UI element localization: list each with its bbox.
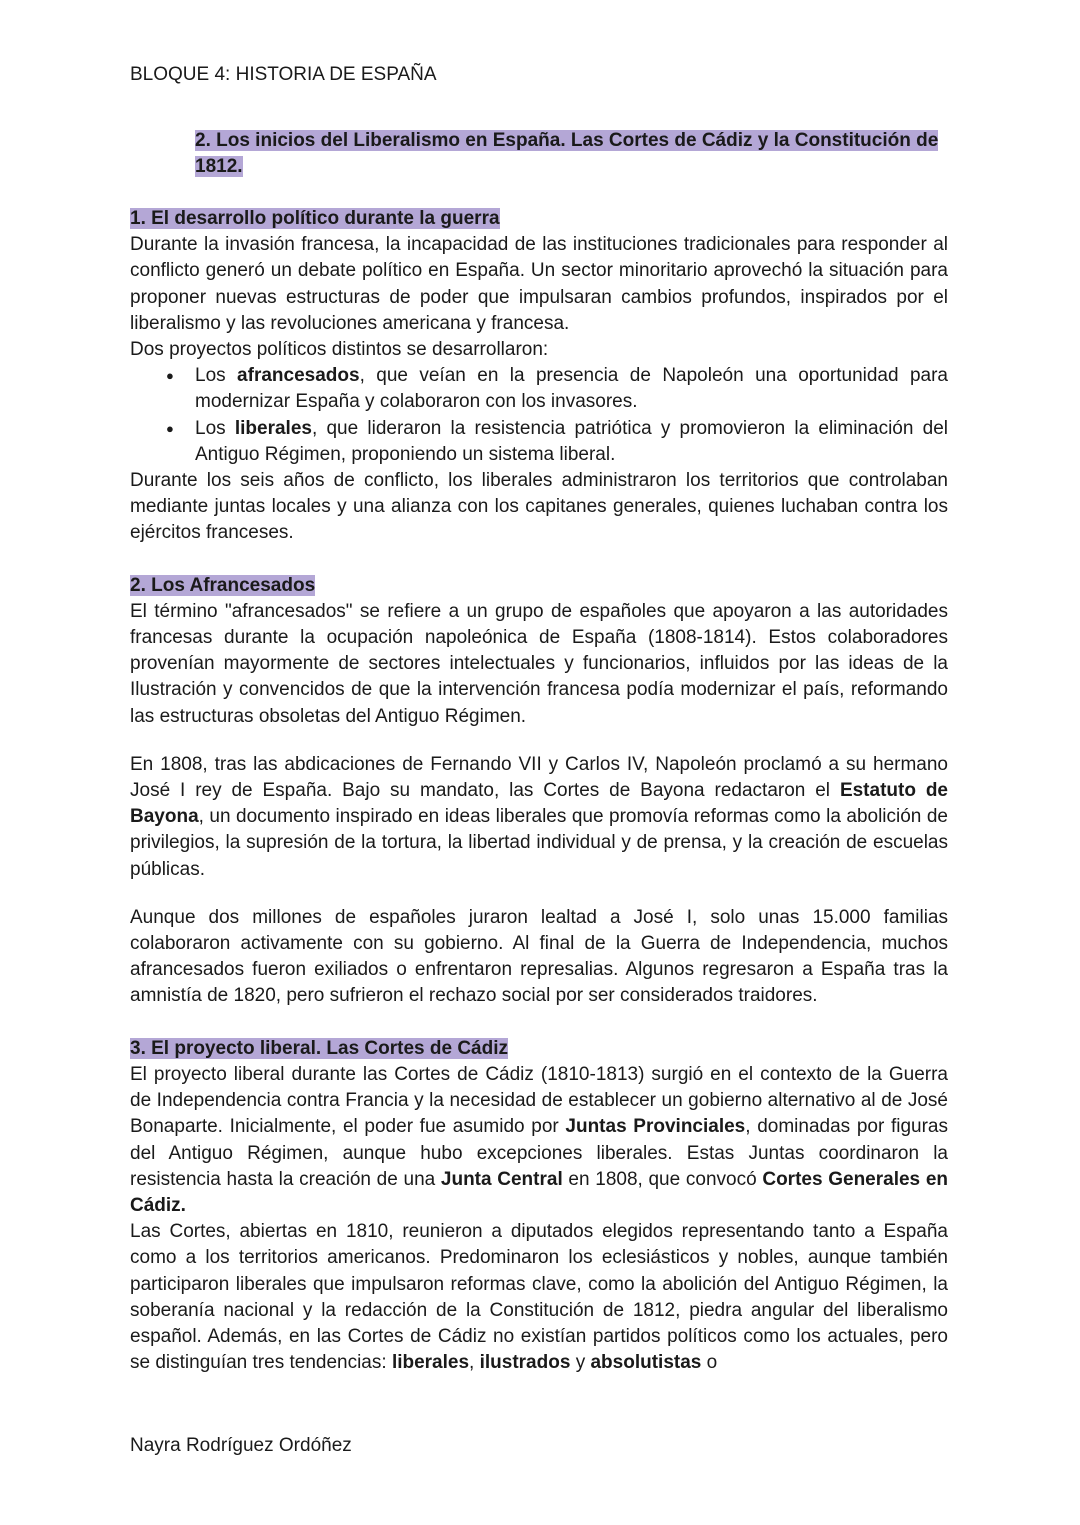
document-body (130, 128, 948, 1376)
section-1-heading: 1. El desarrollo político durante la guerra (130, 208, 500, 229)
section-1-paragraph-1: Durante la invasión francesa, la incapacidad de las instituciones tradicionales para responder al conflicto generó un debate político en España. Un sector minoritario aprovechó la situación para proponer nuevas estructuras de poder que impulsaran cambios profundos, inspirados por el liberalismo y las revoluciones americana y francesa. (130, 234, 948, 334)
list-item-liberales: ● Los liberales, que lideraron la resistencia patriótica y promovieron la eliminación del Antiguo Régimen, proponiendo un sistema liberal. (130, 416, 948, 468)
section-3-heading: 3. El proyecto liberal. Las Cortes de Cádiz (130, 1037, 509, 1059)
page-footer-author: Nayra Rodríguez Ordóñez (130, 1435, 352, 1456)
list-item-afrancesados: ● Los afrancesados, que veían en la presencia de Napoleón una oportunidad para modernizar España y colaboraron con los invasores. (130, 363, 948, 415)
section-2-paragraph-3: Aunque dos millones de españoles juraron lealtad a José I, solo unas 15.000 familias colaboraron activamente con su gobierno. Al final de la Guerra de Independencia, muchos afrancesados fueron exiliados o enfrentaron represalias. Algunos regresaron a España tras la amnistía de 1820, pero sufrieron el rechazo social por ser considerados traidores. (130, 906, 948, 1007)
section-3-paragraph-1: El proyecto liberal durante las Cortes de Cádiz (1810-1813) surgió en el contexto de la Guerra de Independencia contra Francia y la necesidad de establecer un gobierno alternativo al de José Bonaparte. Inicialmente, el poder fue asumido por Juntas Provinciales, dominadas por figuras del Antiguo Régimen, aunque hubo excepciones liberales. Estas Juntas coordinaron la resistencia hasta la creación de una Junta Central en 1808, que convocó Cortes Generales en Cádiz. (130, 1063, 948, 1216)
section-1-paragraph-2: Dos proyectos políticos distintos se desarrollaron: (130, 339, 549, 361)
document-title: 2. Los inicios del Liberalismo en España. Las Cortes de Cádiz y la Constitución de 1812. (195, 130, 939, 177)
page-header: BLOQUE 4: HISTORIA DE ESPAÑA (130, 64, 437, 85)
section-2-paragraph-1: El término "afrancesados" se refiere a un grupo de españoles que apoyaron a las autoridades francesas durante la ocupación napoleónica de España (1808-1814). Estos colaboradores provenían mayormente de sectores intelectuales y funcionarios, influidos por las ideas de la Ilustración y convencidos de que la intervención francesa podía modernizar el país, reformando las estructuras obsoletas del Antiguo Régimen. (130, 600, 948, 727)
section-3-paragraph-2: Las Cortes, abiertas en 1810, reunieron a diputados elegidos representando tanto a España como a los territorios americanos. Predominaron los eclesiásticos y nobles, aunque también participaron liberales que impulsaron reformas clave, como la abolición del Antiguo Régimen, la soberanía nacional y la redacción de la Constitución de 1812, piedra angular del liberalismo español. Además, en las Cortes de Cádiz no existían partidos políticos como los actuales, pero se distinguían tres tendencias: liberales, ilustrados y absolutistas o (130, 1221, 948, 1374)
projects-list (130, 363, 948, 468)
section-2-paragraph-2: En 1808, tras las abdicaciones de Fernando VII y Carlos IV, Napoleón proclamó a su hermano José I rey de España. Bajo su mandato, las Cortes de Bayona redactaron el Estatuto de Bayona, un documento inspirado en ideas liberales que promovía reformas como la abolición de privilegios, la supresión de la tortura, la libertad individual y de prensa, y la creación de escuelas públicas. (130, 753, 949, 880)
section-2-heading: 2. Los Afrancesados (130, 574, 316, 596)
section-1-paragraph-3: Durante los seis años de conflicto, los liberales administraron los territorios que controlaban mediante juntas locales y una alianza con los capitanes generales, quienes luchaban contra los ejércitos franceses. (130, 470, 948, 544)
